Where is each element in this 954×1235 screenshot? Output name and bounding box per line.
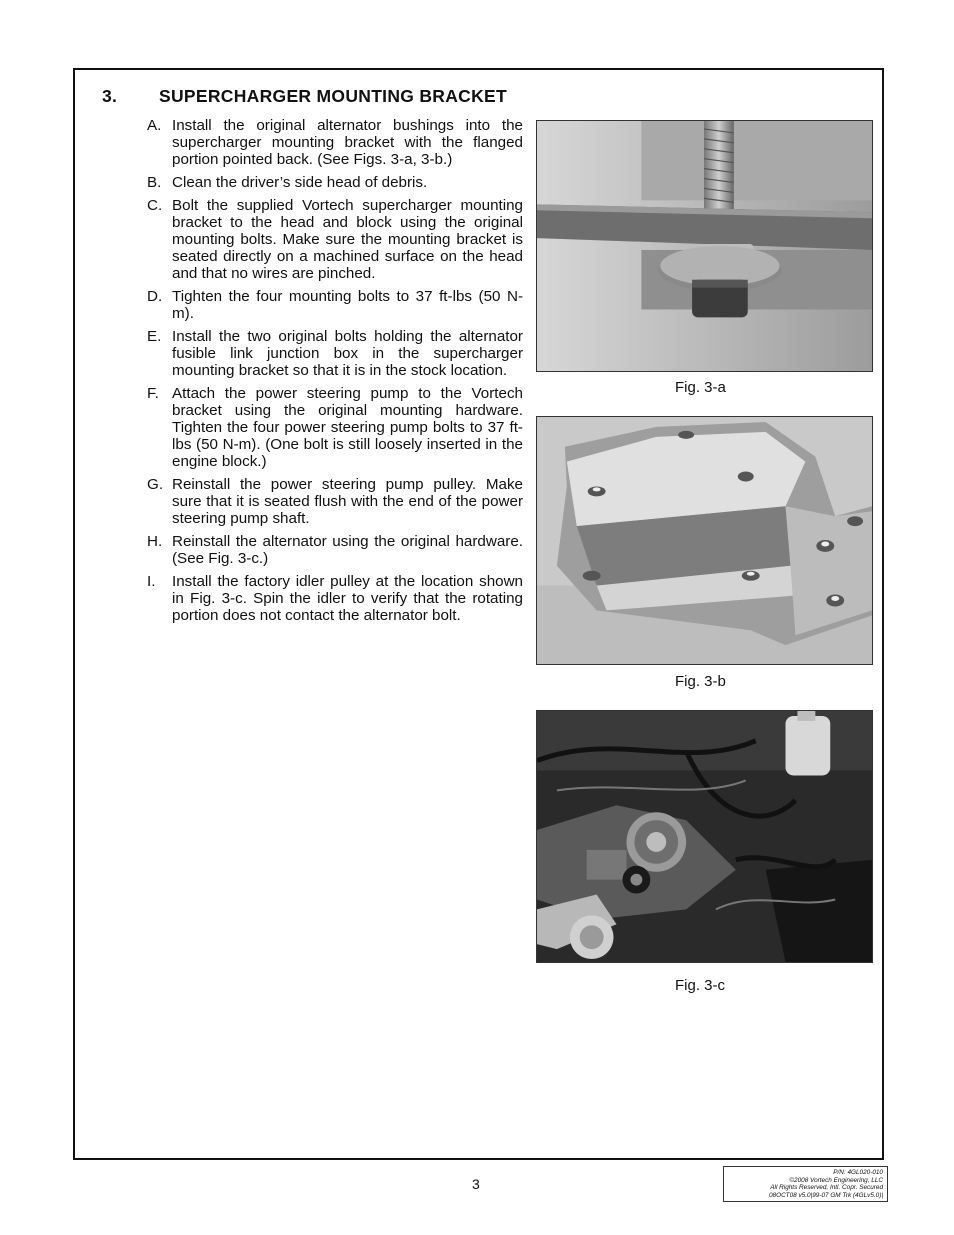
version-line: 08OCT08 v5.0|99-07 GM Trk (4GLv5.0)| [768, 1191, 883, 1199]
step-text: Reinstall the power steering pump pulley. Make sure that it is seated flush with the end of the power steering pump shaft. [172, 476, 523, 527]
copyright-line: ©2008 Vortech Engineering, LLC [789, 1176, 883, 1184]
section-number: 3. [102, 86, 118, 106]
figure-3b-caption: Fig. 3-b [675, 673, 726, 690]
step-letter: A. [147, 117, 162, 134]
step-item [147, 328, 523, 379]
step-item [147, 573, 523, 624]
figure-3a-caption: Fig. 3-a [675, 379, 726, 396]
step-letter: C. [147, 197, 163, 214]
step-letter: D. [147, 288, 163, 305]
step-item [147, 288, 523, 322]
step-letter: H. [147, 533, 163, 550]
step-item [147, 533, 523, 567]
step-text: Attach the power steering pump to the Vortech bracket using the original mounting hardware. Tighten the four power steering pump bolts to 37 ft-lbs (50 N-m). (One bolt is still loosely inserted in the engine block.) [172, 385, 523, 470]
section-title: SUPERCHARGER MOUNTING BRACKET [159, 86, 508, 106]
figure-3b-photo [536, 416, 873, 665]
instruction-list [147, 117, 523, 630]
section-heading [102, 86, 507, 107]
step-letter: B. [147, 174, 162, 191]
step-letter: I. [147, 573, 156, 590]
figure-3c-photo [536, 710, 873, 963]
step-text: Clean the driver’s side head of debris. [172, 174, 428, 191]
step-text: Install the original alternator bushings into the supercharger mounting bracket with the flanged portion pointed back. (See Figs. 3-a, 3-b.) [172, 117, 523, 168]
page-number: 3 [472, 1176, 480, 1192]
step-item [147, 117, 523, 168]
step-letter: F. [147, 385, 159, 402]
step-text: Install the two original bolts holding the alternator fusible link junction box in the supercharger mounting bracket so that it is in the stock location. [172, 328, 523, 379]
step-item [147, 197, 523, 282]
step-text: Bolt the supplied Vortech supercharger mounting bracket to the head and block using the original mounting bolts. Make sure the mounting bracket is seated directly on a machined surface on the head and that no wires are pinched. [172, 197, 523, 282]
figure-3a-photo [536, 120, 873, 372]
step-text: Install the factory idler pulley at the location shown in Fig. 3-c. Spin the idler to verify that the rotating portion does not contact the alternator bolt. [172, 573, 523, 624]
step-text: Reinstall the alternator using the original hardware. (See Fig. 3-c.) [172, 533, 523, 567]
figure-3c-caption: Fig. 3-c [675, 977, 726, 994]
step-letter: G. [147, 476, 164, 493]
part-number-box [723, 1166, 888, 1202]
step-letter: E. [147, 328, 162, 345]
part-number: P/N: 4GL020-010 [833, 1169, 883, 1176]
rights-line: All Rights Reserved, Intl. Copr. Secured [770, 1184, 883, 1192]
step-text: Tighten the four mounting bolts to 37 ft-lbs (50 N-m). [172, 288, 523, 322]
step-item [147, 385, 523, 470]
step-item [147, 174, 523, 191]
step-item [147, 476, 523, 527]
